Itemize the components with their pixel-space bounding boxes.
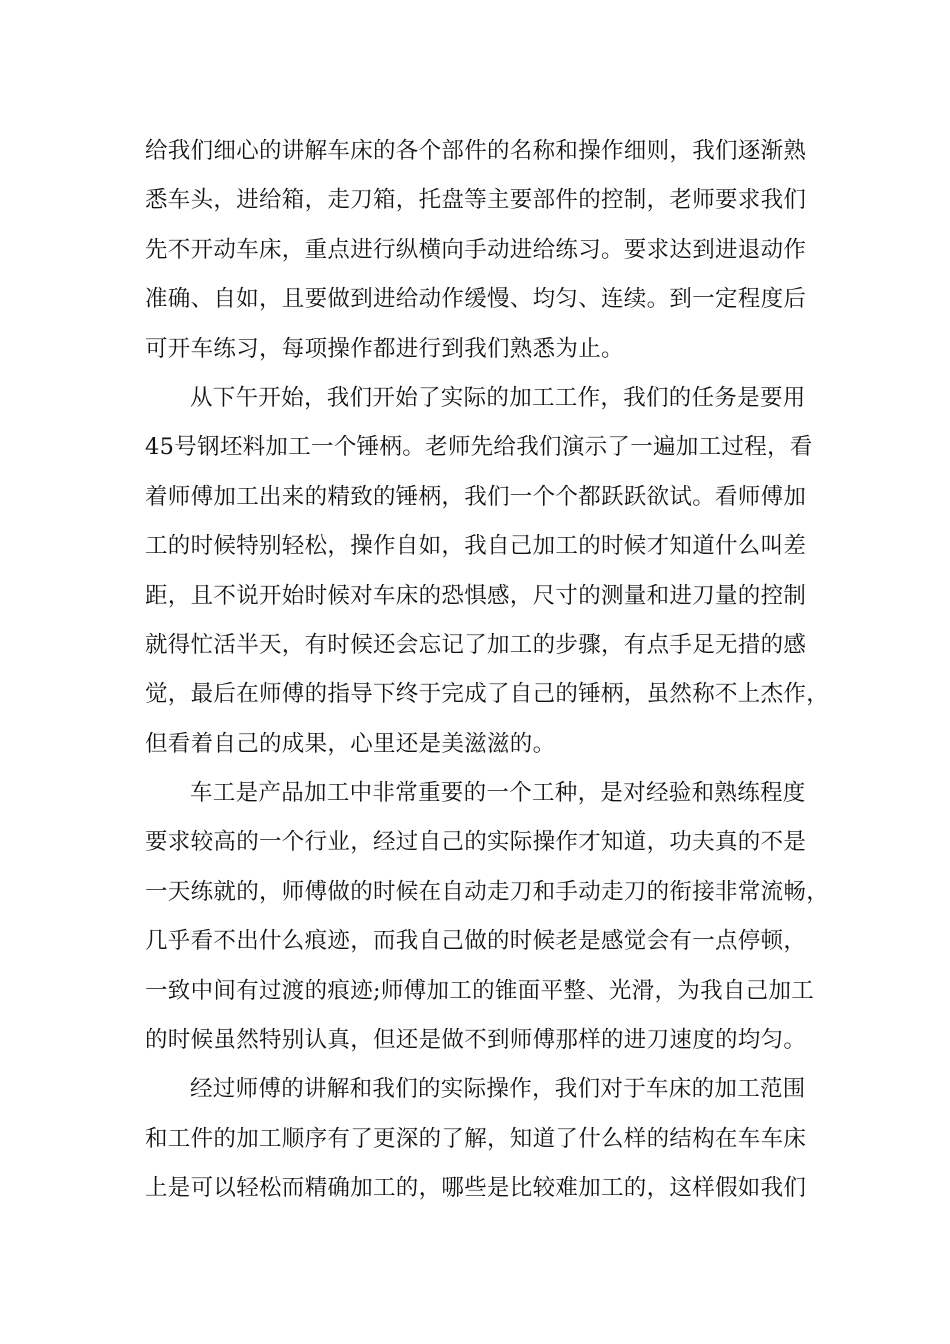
- paragraph-first-line: 车工是产品加工中非常重要的一个工种，是对经验和熟练程度: [190, 780, 806, 807]
- text-line: 就得忙活半天，有时候还会忘记了加工的步骤，有点手足无措的感: [145, 631, 807, 658]
- text-line: 给我们细心的讲解车床的各个部件的名称和操作细则，我们逐渐熟: [145, 138, 807, 164]
- text-line: 一致中间有过渡的痕迹;师傅加工的锥面平整、光滑，为我自己加工: [145, 977, 815, 1004]
- text-line: 的时候虽然特别认真，但还是做不到师傅那样的进刀速度的均匀。: [145, 1027, 807, 1054]
- text-line: 要求较高的一个行业，经过自己的实际操作才知道，功夫真的不是: [145, 829, 807, 856]
- paragraph-first-line: 经过师傅的讲解和我们的实际操作，我们对于车床的加工范围: [190, 1076, 806, 1103]
- text-line: 准确、自如，且要做到进给动作缓慢、均匀、连续。到一定程度后: [145, 286, 807, 313]
- text-line: 上是可以轻松而精确加工的，哪些是比较难加工的，这样假如我们: [145, 1175, 807, 1202]
- text-line: 但看着自己的成果，心里还是美滋滋的。: [145, 730, 556, 757]
- text-line: 距，且不说开始时候对车床的恐惧感，尺寸的测量和进刀量的控制: [145, 582, 807, 609]
- paragraph-first-line: 从下午开始，我们开始了实际的加工工作，我们的任务是要用: [190, 384, 806, 411]
- text-line: 觉，最后在师傅的指导下终于完成了自己的锤柄，虽然称不上杰作，: [145, 681, 830, 708]
- text-line: 悉车头，进给箱，走刀箱，托盘等主要部件的控制，老师要求我们: [145, 187, 807, 214]
- text-line: 先不开动车床，重点进行纵横向手动进给练习。要求达到进退动作: [145, 236, 807, 263]
- text-line: 可开车练习，每项操作都进行到我们熟悉为止。: [145, 335, 624, 362]
- body-text: [145, 127, 830, 1214]
- text-line: 一天练就的，师傅做的时候在自动走刀和手动走刀的衔接非常流畅，: [145, 878, 830, 905]
- text-line: 几乎看不出什么痕迹，而我自己做的时候老是感觉会有一点停顿，: [145, 928, 807, 955]
- text-line: 着师傅加工出来的精致的锤柄，我们一个个都跃跃欲试。看师傅加: [145, 483, 807, 510]
- text-line: 45号钢坯料加工一个锤柄。老师先给我们演示了一遍加工过程，看: [145, 434, 813, 461]
- text-line: 和工件的加工顺序有了更深的了解，知道了什么样的结构在车车床: [145, 1125, 807, 1152]
- text-line: 工的时候特别轻松，操作自如，我自己加工的时候才知道什么叫差: [145, 533, 807, 560]
